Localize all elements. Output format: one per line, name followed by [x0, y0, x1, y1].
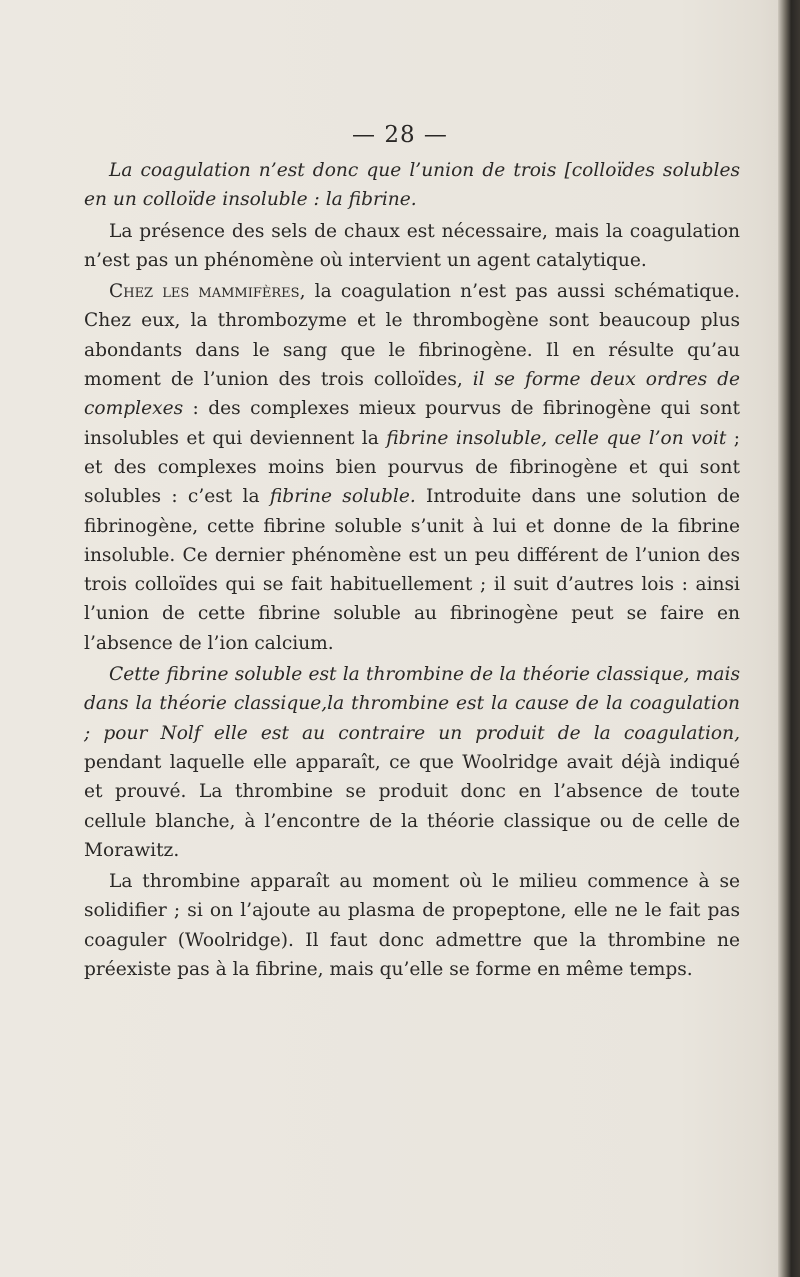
text-run: il se forme deux ordres de complexes [84, 369, 740, 420]
paragraph-3 [84, 277, 740, 658]
text-run: la coagulation n’est pas aussi schématique. Chez eux, la thrombozyme et le thrombogène sont beaucoup plus abondants dans le sang que le fibrinogène. Il en résulte qu’au moment de l’union des trois colloïdes, [84, 281, 740, 391]
paragraph-2 [84, 217, 740, 276]
text-run: La coagulation n’est donc que l’union de trois [colloïdes solubles en un colloïde insoluble : la fibrine. [84, 160, 740, 211]
paragraph-5 [84, 867, 740, 984]
text-run: ; et des complexes moins bien pourvus de fibrinogène et qui sont solubles : c’est la [84, 427, 741, 508]
text-run: Chez les mammifères, [109, 281, 306, 303]
body-text [84, 156, 740, 984]
text-run: Introduite dans une solution de fibrinogène, cette fibrine soluble s’unit à lui et donne de la fibrine insoluble. Ce dernier phénomène est un peu différent de l’union des trois colloïdes qui se fait habituellement ; il suit d’autres lois : ainsi l’union de cette fibrine soluble au fibrinogène peut se faire en l’absence de l’ion calcium. [84, 486, 741, 654]
text-run: La présence des sels de chaux est nécessaire, mais la coagulation n’est pas un phénomène où intervient un agent catalytique. [84, 220, 740, 271]
paragraph-1 [84, 156, 740, 215]
text-run: fibrine insoluble, celle que l’on voit [386, 427, 727, 449]
text-run: fibrine soluble. [269, 486, 416, 508]
text-run: pendant laquelle elle apparaît, ce que Woolridge avait déjà indiqué et prouvé. La thrombine se produit donc en l’absence de toute cellule blanche, à l’encontre de la théorie classique ou de celle de Morawitz. [84, 751, 740, 861]
page-edge-shadow [778, 0, 800, 1277]
text-run: : des complexes mieux pourvus de fibrinogène qui sont insolubles et qui deviennent la [84, 398, 740, 449]
page-number: — 28 — [352, 122, 448, 148]
text-run: Cette fibrine soluble est la thrombine de la théorie classique, mais dans la théorie classique,la thrombine est la cause de la coagulation ; pour Nolf elle est au contraire un produit de la coagulation, [84, 664, 740, 744]
text-run: La thrombine apparaît au moment où le milieu commence à se solidifier ; si on l’ajoute au plasma de propeptone, elle ne le fait pas coaguler (Woolridge). Il faut donc admettre que la thrombine ne préexiste pas à la fibrine, mais qu’elle se forme en même temps. [84, 871, 740, 981]
paragraph-4 [84, 660, 740, 865]
